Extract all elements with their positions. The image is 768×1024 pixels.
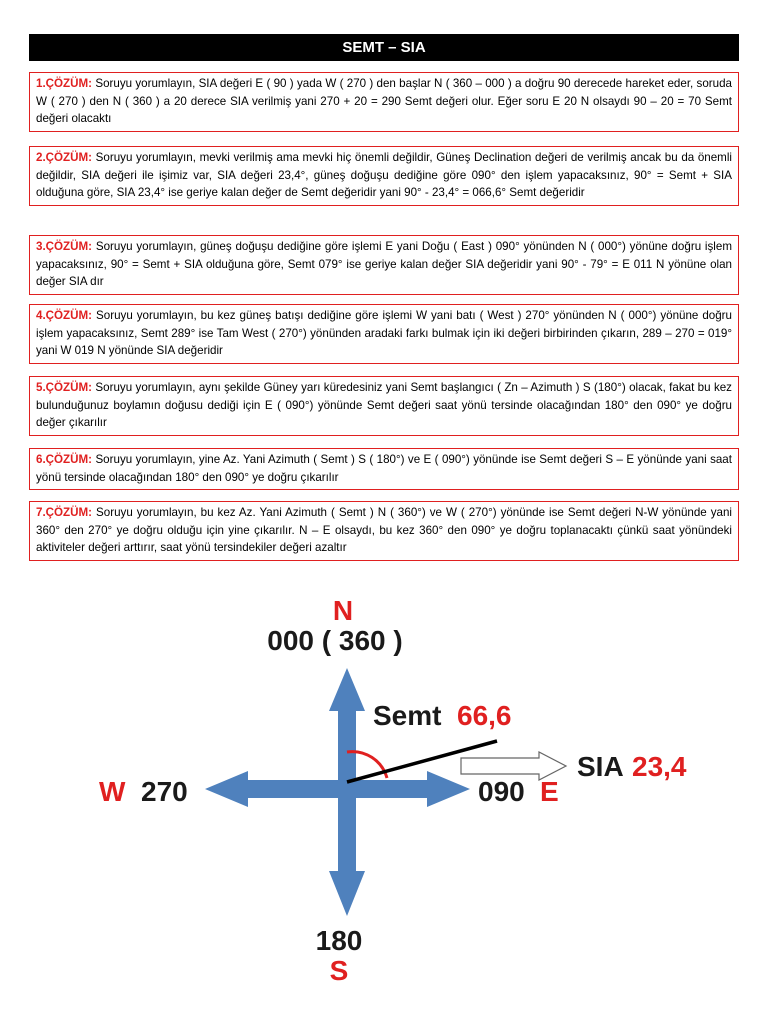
semt-label: Semt	[373, 700, 442, 731]
solution-box-3	[29, 235, 739, 295]
compass-arrow-west	[205, 771, 347, 807]
solution-box-2	[29, 146, 739, 206]
page-title: SEMT – SIA	[29, 34, 739, 61]
sia-value: 23,4	[632, 751, 687, 782]
solution-number: 7.ÇÖZÜM:	[36, 506, 93, 519]
solution-number: 2.ÇÖZÜM:	[36, 151, 93, 164]
solution-box-7	[29, 501, 739, 561]
compass-arrow-south	[329, 780, 365, 916]
solution-box-5	[29, 376, 739, 436]
solution-box-6	[29, 448, 739, 490]
solution-number: 5.ÇÖZÜM:	[36, 381, 93, 394]
solution-number: 6.ÇÖZÜM:	[36, 453, 93, 466]
solution-text: Soruyu yorumlayın, aynı şekilde Güney yarı küredesiniz yani Semt başlangıcı ( Zn – Azimuth ) S (180°) olacak, fakat bu kez bulunduğunuz boylamın doğusu dediği için E ( 090°) yönünde Semt değeri saat yönü tersinde olacağından 180° den 090° ye doğru değer çıkarılır	[36, 381, 732, 430]
west-value: 270	[141, 776, 188, 807]
compass-diagram	[0, 590, 768, 1024]
north-value: 000 ( 360 )	[267, 625, 403, 656]
semt-value: 66,6	[457, 700, 512, 731]
east-value: 090	[478, 776, 525, 807]
solution-box-1	[29, 72, 739, 132]
south-value: 180	[315, 925, 363, 956]
solution-box-4	[29, 304, 739, 364]
north-letter: N	[332, 595, 354, 626]
sia-label: SIA	[577, 751, 624, 782]
solution-text: Soruyu yorumlayın, güneş doğuşu dediğine göre işlemi E yani Doğu ( East ) 090° yönünden N ( 000°) yönüne doğru işlem yapacaksınız, 90° = Semt + SIA olduğuna göre, Semt 079° ise geriye kalan değer SIA değeridir yani 90° - 79° = E 011 N yönüne olan değer SIA dır	[36, 240, 732, 289]
east-letter: E	[540, 776, 559, 807]
west-letter: W	[99, 776, 126, 807]
solution-text: Soruyu yorumlayın, bu kez Az. Yani Azimuth ( Semt ) N ( 360°) ve W ( 270°) yönünde ise Semt değeri N-W yönünde yani 360° den 270° ye doğru olduğu için yine çıkarılır. N – E olsaydı, bu kez 360° den 090° ye doğru toplanacaktı çünkü saat yönündeki aktiviteler değeri arttırır, saat yönü tersindekiler değeri azaltır	[36, 506, 732, 555]
solution-text: Soruyu yorumlayın, SIA değeri E ( 90 ) yada W ( 270 ) den başlar N ( 360 – 000 ) a doğru 90 derecede hareket eder, soruda W ( 270 ) den N ( 360 ) a 20 derece SIA verilmiş yani 270 + 20 = 290 Semt değeri olur. Eğer soru E 20 N olsaydı 90 – 20 = 70 Semt değeri olacaktı	[36, 77, 732, 126]
compass-arrow-north	[329, 668, 365, 780]
solution-number: 4.ÇÖZÜM:	[36, 309, 93, 322]
solution-number: 1.ÇÖZÜM:	[36, 77, 93, 90]
solution-number: 3.ÇÖZÜM:	[36, 240, 93, 253]
south-letter: S	[329, 955, 349, 986]
solution-text: Soruyu yorumlayın, bu kez güneş batışı dediğine göre işlemi W yani batı ( West ) 270° yönünden N ( 000°) yönüne doğru işlem yapacaksınız, Semt 289° ise Tam West ( 270°) yönünden aradaki farkı bulmak için iki değeri birbirinden çıkarın, 289 – 270 = 019° yani W 019 N yönünde SIA değeridir	[36, 309, 732, 358]
solution-text: Soruyu yorumlayın, yine Az. Yani Azimuth ( Semt ) S ( 180°) ve E ( 090°) yönünde ise Semt değeri S – E yönünde yani saat yönü tersinde olacağından 180° den 090° ye doğru çıkarılır	[36, 453, 732, 484]
solution-text: Soruyu yorumlayın, mevki verilmiş ama mevki hiç önemli değildir, Güneş Declination değeri de verilmiş ancak bu da önemli değildir, SIA değeri ile işimiz var, SIA değeri 23,4°, güneş doğuşu dediğine göre 090° den işlem yapacaksınız, 90° = Semt + SIA olduğuna göre, SIA 23,4° ise geriye kalan değer de Semt değeridir yani 90° - 23,4° = 066,6° Semt değeridir	[36, 151, 732, 200]
